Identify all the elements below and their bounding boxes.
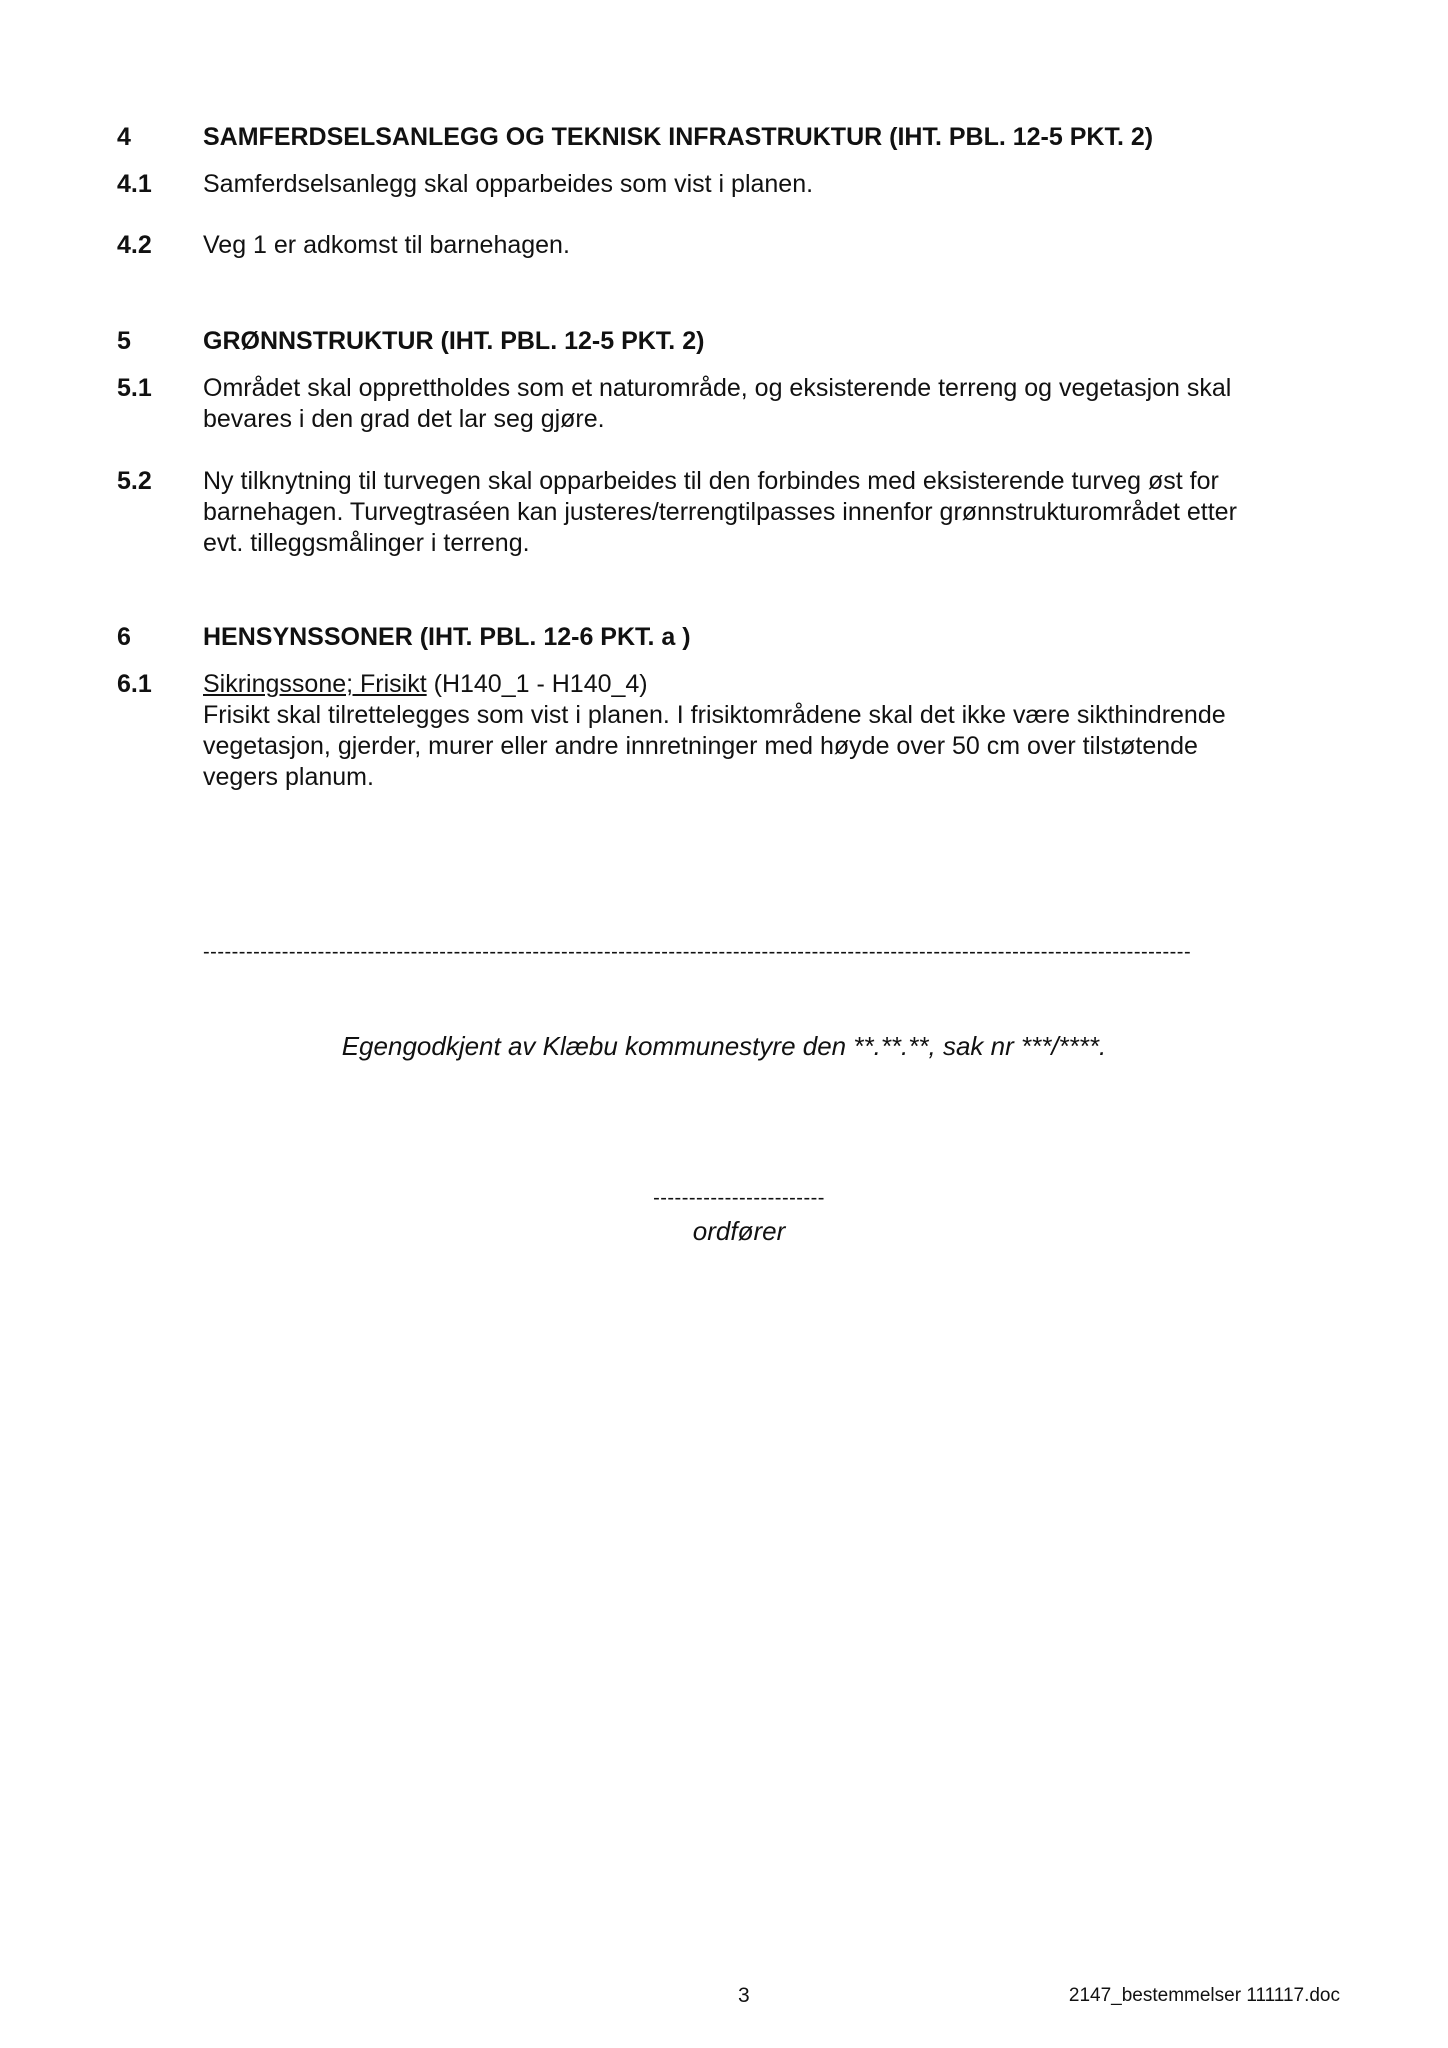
clause-line: Ny tilknytning til turvegen skal opparbeides til den forbindes med eksisterende turveg øst for xyxy=(203,467,1219,495)
section-title: GRØNNSTRUKTUR (IHT. PBL. 12-5 PKT. 2) xyxy=(203,327,705,355)
clause-text: Samferdselsanlegg skal opparbeides som vist i planen. xyxy=(203,170,814,198)
clause-number: 4.1 xyxy=(117,170,152,198)
section-title: SAMFERDSELSANLEGG OG TEKNISK INFRASTRUKTUR (IHT. PBL. 12-5 PKT. 2) xyxy=(203,123,1154,151)
zone-ids: (H140_1 - H140_4) xyxy=(426,670,648,698)
clause-text xyxy=(203,373,1347,435)
signature-line: ------------------------ xyxy=(653,1187,825,1209)
clause-6-1 xyxy=(117,669,1347,793)
separator-line: ------------------------------------------------------------------------------------------------------------------------------------------ xyxy=(203,941,1192,963)
section-number: 6 xyxy=(117,623,131,651)
footer-filename: 2147_bestemmelser 111117.doc xyxy=(1068,1985,1340,2006)
section-6-heading xyxy=(117,622,1347,653)
clause-4-2 xyxy=(117,230,1347,261)
signature-title: ordfører xyxy=(692,1216,786,1246)
clause-number: 6.1 xyxy=(117,670,152,698)
clause-number: 5.2 xyxy=(117,467,152,495)
clause-5-1 xyxy=(117,373,1347,435)
section-number: 5 xyxy=(117,327,131,355)
clause-text xyxy=(203,669,1347,793)
section-number: 4 xyxy=(117,123,131,151)
clause-number: 4.2 xyxy=(117,231,152,259)
clause-line: Området skal opprettholdes som et naturområde, og eksisterende terreng og vegetasjon skal xyxy=(203,374,1232,402)
clause-zone-line xyxy=(203,669,1347,700)
section-4-heading xyxy=(117,122,1347,153)
clause-line: vegetasjon, gjerder, murer eller andre innretninger med høyde over 50 cm over tilstøtende xyxy=(203,732,1198,760)
clause-line: vegers planum. xyxy=(203,763,374,791)
clause-line: bevares i den grad det lar seg gjøre. xyxy=(203,405,605,433)
page-number: 3 xyxy=(738,1984,750,2007)
zone-label: Sikringssone; Frisikt xyxy=(203,670,427,698)
clause-line: Frisikt skal tilrettelegges som vist i planen. I frisiktområdene skal det ikke være sikthindrende xyxy=(203,701,1226,729)
clause-number: 5.1 xyxy=(117,374,152,402)
clause-text xyxy=(203,466,1347,559)
clause-line: barnehagen. Turvegtraséen kan justeres/terrengtilpasses innenfor grønnstrukturområdet etter xyxy=(203,498,1237,526)
clause-4-1 xyxy=(117,169,1347,200)
clause-line: evt. tilleggsmålinger i terreng. xyxy=(203,529,530,557)
clause-5-2 xyxy=(117,466,1347,559)
clause-text: Veg 1 er adkomst til barnehagen. xyxy=(203,231,570,259)
section-title: HENSYNSSONER (IHT. PBL. 12-6 PKT. a ) xyxy=(203,623,691,651)
approval-text: Egengodkjent av Klæbu kommunestyre den **.**.**, sak nr ***/****. xyxy=(341,1031,1107,1061)
section-5-heading xyxy=(117,326,1347,357)
